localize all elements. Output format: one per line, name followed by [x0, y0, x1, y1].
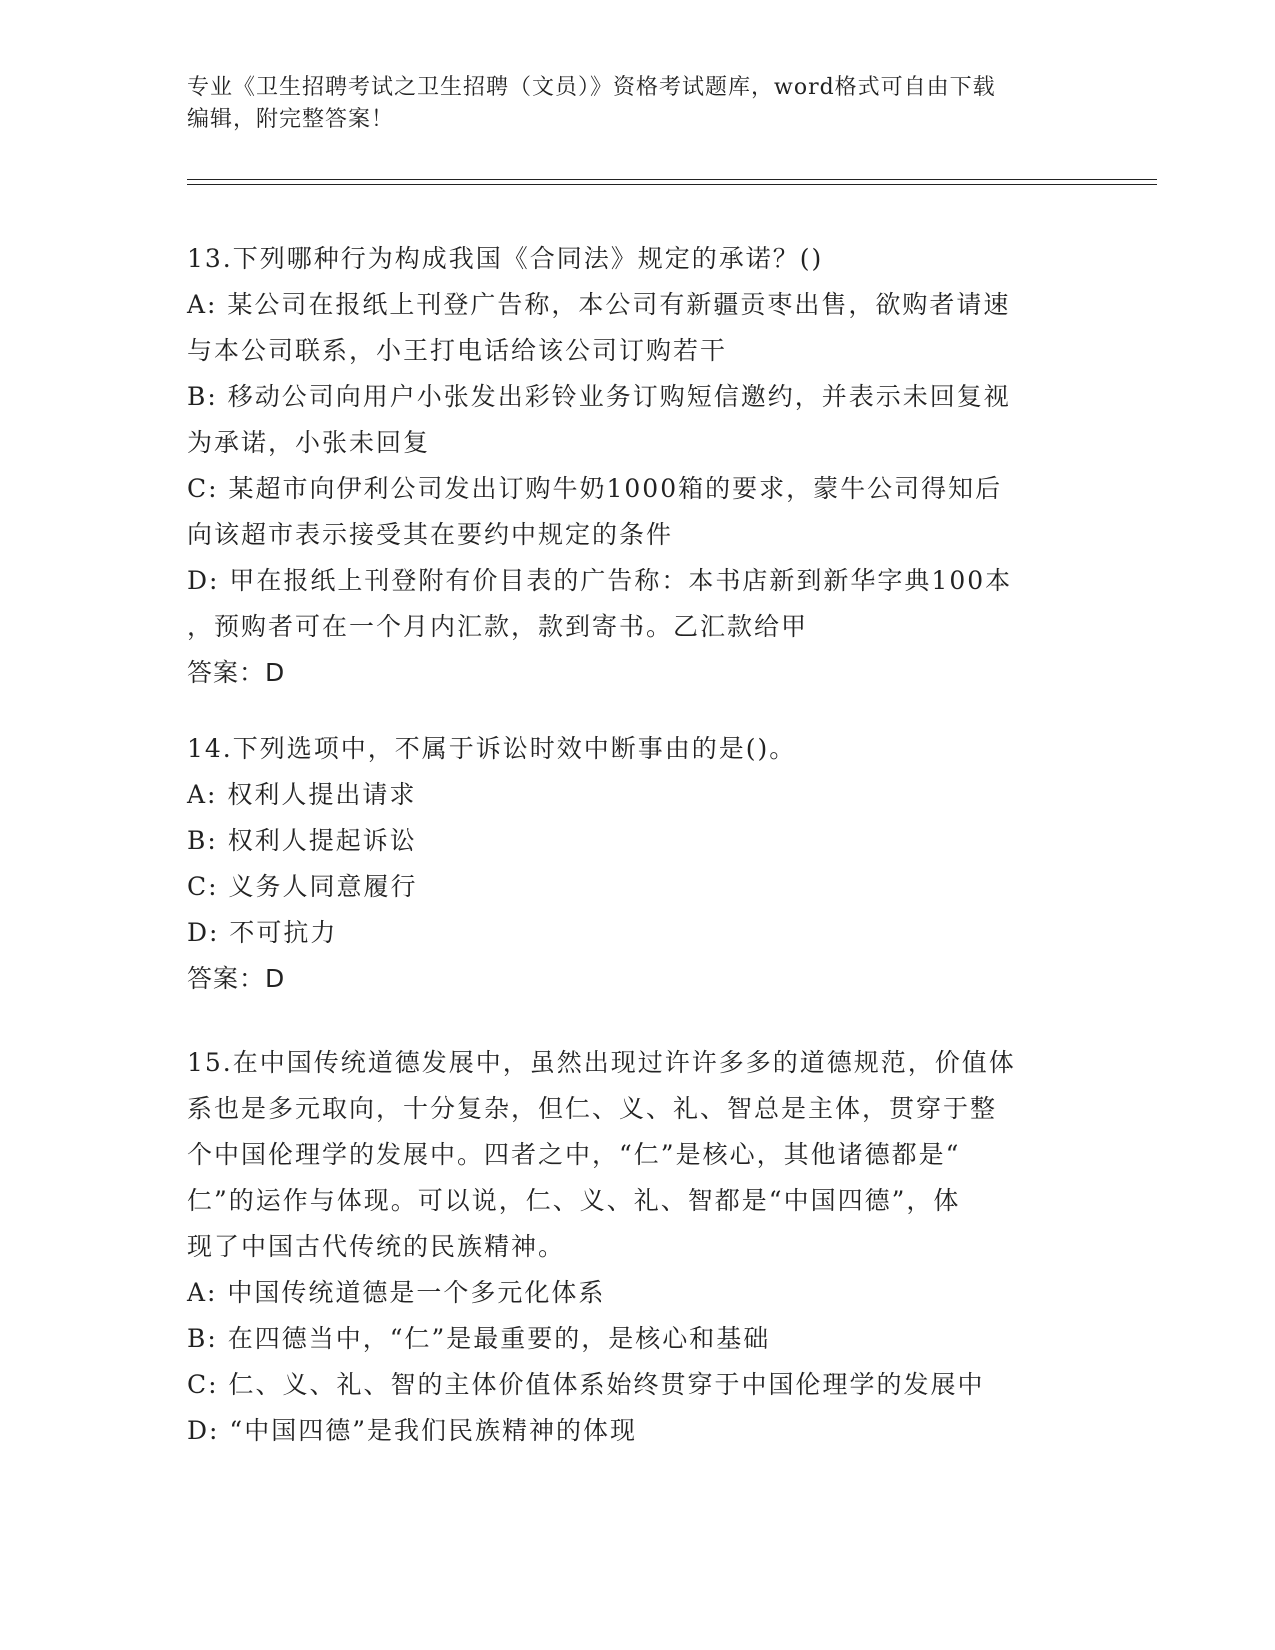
- stem-text-line: 个中国伦理学的发展中。四者之中，“仁”是核心，其他诸德都是“: [187, 1140, 961, 1169]
- question-list: [187, 236, 1087, 1454]
- question-15-stem: [187, 1040, 1087, 1270]
- header-text-line-1: 专业《卫生招聘考试之卫生招聘（文员）》资格考试题库，word格式可自由下载: [187, 75, 996, 100]
- question-15-option-a: A: 中国传统道德是一个多元化体系: [187, 1278, 606, 1307]
- document-header: [187, 72, 1087, 136]
- stem-text-line: 15.在中国传统道德发展中，虽然出现过许许多多的道德规范，价值体: [187, 1048, 1016, 1077]
- question-13-option-a: [187, 282, 1087, 374]
- option-text-line: B: 移动公司向用户小张发出彩铃业务订购短信邀约，并表示未回复视: [187, 382, 1011, 411]
- question-13-option-b: [187, 374, 1087, 466]
- question-14-option-c: C: 义务人同意履行: [187, 872, 418, 901]
- question-14-answer: 答案：D: [187, 964, 286, 993]
- option-text-line: ，预购者可在一个月内汇款，款到寄书。乙汇款给甲: [187, 612, 809, 641]
- question-15-option-d: D: “中国四德”是我们民族精神的体现: [187, 1416, 637, 1445]
- header-divider-bottom: [187, 184, 1157, 185]
- question-14: [187, 726, 1087, 1002]
- question-14-stem: 14.下列选项中，不属于诉讼时效中断事由的是()。: [187, 734, 797, 763]
- question-14-option-d: D: 不可抗力: [187, 918, 338, 947]
- question-14-option-b: B: 权利人提起诉讼: [187, 826, 417, 855]
- question-13-stem: 13.下列哪种行为构成我国《合同法》规定的承诺？(): [187, 244, 824, 273]
- option-text-line: C: 某超市向伊利公司发出订购牛奶1000箱的要求，蒙牛公司得知后: [187, 474, 1003, 503]
- question-13: [187, 236, 1087, 696]
- question-13-option-d: [187, 558, 1087, 650]
- header-text-line-2: 编辑，附完整答案！: [187, 107, 395, 132]
- option-text-line: 与本公司联系，小王打电话给该公司订购若干: [187, 336, 728, 365]
- question-15-option-c: C: 仁、义、礼、智的主体价值体系始终贯穿于中国伦理学的发展中: [187, 1370, 985, 1399]
- question-14-option-a: A: 权利人提出请求: [187, 780, 417, 809]
- header-divider-top: [187, 179, 1157, 180]
- stem-text-line: 系也是多元取向，十分复杂，但仁、义、礼、智总是主体，贯穿于整: [187, 1094, 998, 1123]
- question-15: [187, 1040, 1087, 1454]
- option-text-line: 为承诺，小张未回复: [187, 428, 431, 457]
- question-13-answer: 答案：D: [187, 658, 286, 687]
- option-text-line: A: 某公司在报纸上刊登广告称，本公司有新疆贡枣出售，欲购者请速: [187, 290, 1011, 319]
- stem-text-line: 现了中国古代传统的民族精神。: [187, 1232, 566, 1261]
- option-text-line: D: 甲在报纸上刊登附有价目表的广告称：本书店新到新华字典100本: [187, 566, 1013, 595]
- question-spacer: [187, 1002, 1087, 1040]
- question-15-option-b: B: 在四德当中，“仁”是最重要的，是核心和基础: [187, 1324, 771, 1353]
- question-spacer: [187, 696, 1087, 726]
- stem-text-line: 仁”的运作与体现。可以说，仁、义、礼、智都是“中国四德”，体: [187, 1186, 961, 1215]
- question-13-option-c: [187, 466, 1087, 558]
- option-text-line: 向该超市表示接受其在要约中规定的条件: [187, 520, 674, 549]
